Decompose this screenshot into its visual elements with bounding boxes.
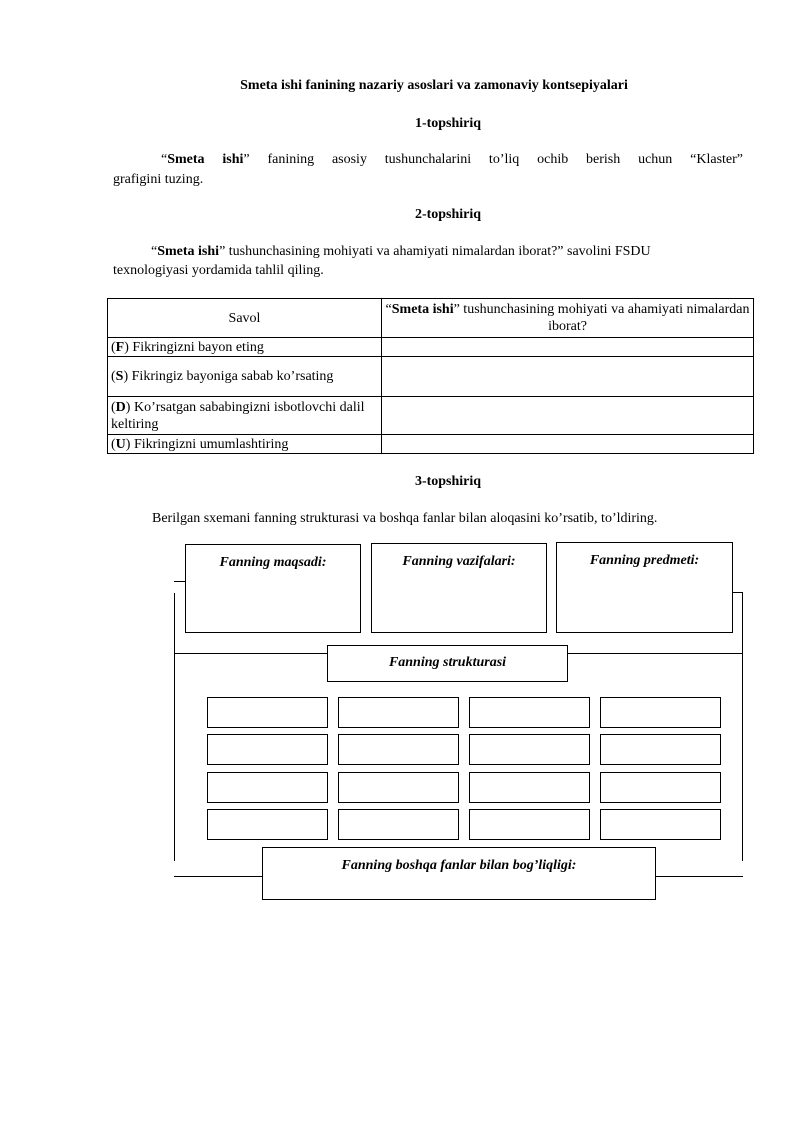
table-row [108, 397, 754, 435]
answer-cell-s[interactable] [382, 357, 754, 397]
task1-text-line1: “Smeta ishi” fanining asosiy tushunchalarini to’liq ochib berish uchun “Klaster” [161, 152, 743, 167]
table-header-row [108, 299, 754, 338]
frame-line-left [174, 593, 175, 861]
task2-text-line2: texnologiyasi yordamida tahlil qiling. [113, 263, 324, 278]
row-label-u: (U) Fikringizni umumlashtiring [108, 435, 382, 454]
task1-text-line2: grafigini tuzing. [113, 172, 204, 187]
tasks-box[interactable] [371, 543, 547, 633]
task3-heading: 3-topshiriq [414, 474, 482, 489]
structure-cell[interactable] [338, 734, 459, 765]
task2-text-line1: “Smeta ishi” tushunchasining mohiyati va ahamiyati nimalardan iborat?” savolini FSDU [151, 244, 651, 259]
answer-cell-f[interactable] [382, 338, 754, 357]
document-title: Smeta ishi fanining nazariy asoslari va zamonaviy kontsepiyalari [240, 78, 628, 93]
table-row [108, 338, 754, 357]
col-header-question: Savol [108, 299, 382, 338]
structure-cell[interactable] [469, 697, 590, 728]
frame-line-right [742, 593, 743, 861]
structure-cell[interactable] [207, 734, 328, 765]
task2-term: Smeta ishi [157, 244, 220, 259]
answer-cell-d[interactable] [382, 397, 754, 435]
structure-cell[interactable] [600, 772, 721, 803]
col-header-topic: “Smeta ishi” tushunchasining mohiyati va ahamiyati nimalardan iborat? [382, 299, 754, 338]
goal-box-label: Fanning maqsadi: [219, 555, 327, 570]
subject-box[interactable] [556, 542, 733, 633]
structure-box [327, 645, 568, 682]
structure-cell[interactable] [600, 809, 721, 840]
structure-cell[interactable] [469, 772, 590, 803]
answer-cell-u[interactable] [382, 435, 754, 454]
table-row [108, 435, 754, 454]
structure-cell[interactable] [338, 697, 459, 728]
structure-cell[interactable] [338, 772, 459, 803]
goal-box[interactable] [185, 544, 361, 633]
structure-cell[interactable] [600, 734, 721, 765]
task2-heading: 2-topshiriq [414, 207, 482, 222]
structure-cell[interactable] [600, 697, 721, 728]
structure-box-label: Fanning strukturasi [388, 655, 507, 670]
structure-cell[interactable] [469, 809, 590, 840]
structure-cell[interactable] [207, 697, 328, 728]
task3-text: Berilgan sxemani fanning strukturasi va boshqa fanlar bilan aloqasini ko’rsatib, to’ldiring. [152, 511, 658, 526]
tasks-box-label: Fanning vazifalari: [402, 554, 516, 569]
structure-cell[interactable] [207, 772, 328, 803]
row-label-s: (S) Fikringiz bayoniga sabab ko’rsating [108, 357, 382, 397]
structure-cell[interactable] [207, 809, 328, 840]
relations-box-label: Fanning boshqa fanlar bilan bog’liqligi: [341, 858, 577, 873]
fsdu-table [107, 298, 754, 454]
structure-cell[interactable] [338, 809, 459, 840]
row-label-d: (D) Ko’rsatgan sababingizni isbotlovchi dalil keltiring [108, 397, 382, 435]
task1-term: Smeta ishi [167, 152, 244, 167]
subject-box-label: Fanning predmeti: [589, 553, 700, 568]
row-label-f: (F) Fikringizni bayon eting [108, 338, 382, 357]
relations-box[interactable] [262, 847, 656, 900]
table-row [108, 357, 754, 397]
structure-cell[interactable] [469, 734, 590, 765]
task1-heading: 1-topshiriq [414, 116, 482, 131]
